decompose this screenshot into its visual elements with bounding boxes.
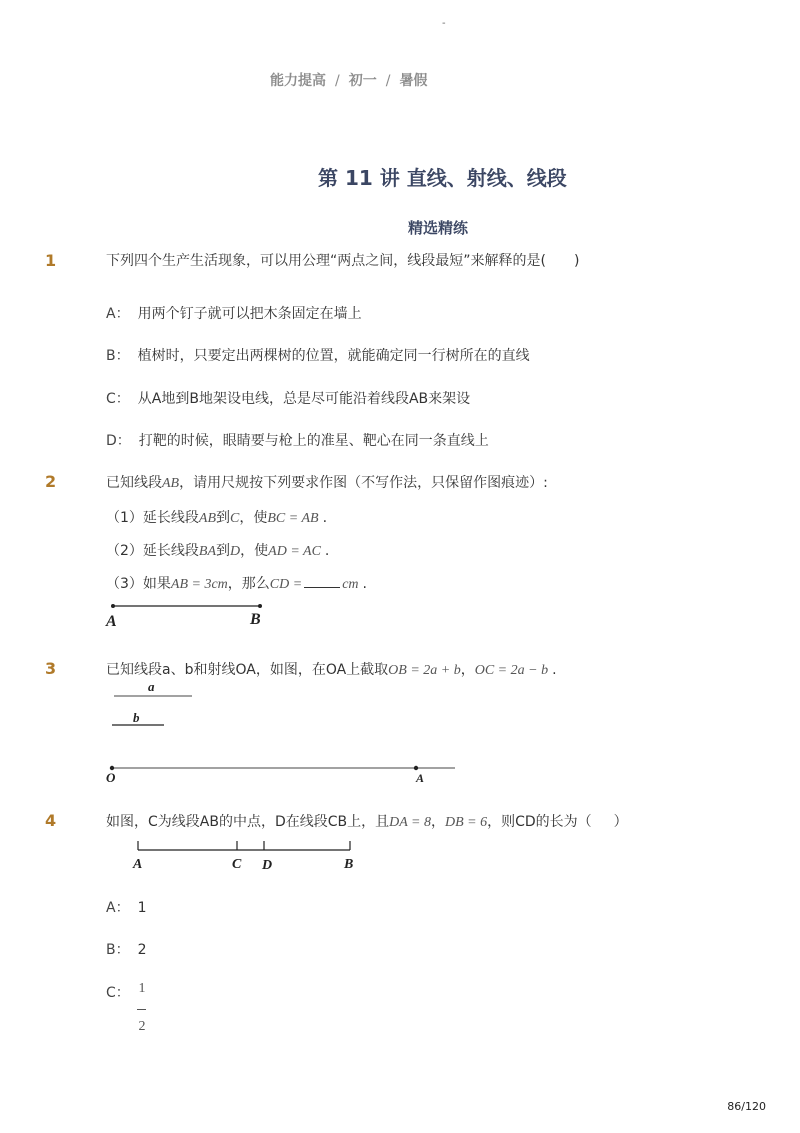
page-number: 86/120 bbox=[727, 1100, 766, 1113]
question-2-part-3 bbox=[106, 573, 367, 593]
fraction-bar bbox=[137, 1009, 146, 1010]
question-4-option-b[interactable] bbox=[106, 939, 147, 959]
label-a: A bbox=[133, 857, 143, 872]
question-2-figure bbox=[100, 598, 280, 632]
text: （3）如果 bbox=[106, 576, 171, 592]
text: ） bbox=[613, 814, 628, 830]
section-subtitle: 精选精练 bbox=[408, 219, 469, 237]
math-equation: AB = 3cm bbox=[170, 577, 228, 592]
math: BA bbox=[198, 544, 217, 559]
answer-blank[interactable] bbox=[304, 587, 340, 588]
fraction-numerator: 1 bbox=[138, 981, 146, 996]
text: ，那么 bbox=[227, 576, 270, 592]
text: ， bbox=[460, 662, 475, 678]
crumb-3: 暑假 bbox=[399, 73, 428, 89]
option-label: C： bbox=[106, 985, 130, 1001]
question-4-text bbox=[106, 811, 628, 831]
question-1-close: ) bbox=[573, 253, 580, 269]
text: ，请用尺规按下列要求作图（不写作法，只保留作图痕迹）: bbox=[179, 475, 548, 491]
math-equation: BC = AB bbox=[267, 511, 319, 526]
text: . bbox=[322, 510, 328, 526]
label-d: D bbox=[262, 858, 273, 873]
breadcrumb bbox=[270, 70, 427, 90]
math: D bbox=[230, 544, 241, 559]
text: ，则CD的长为（ bbox=[487, 814, 592, 830]
math-unit: cm bbox=[342, 577, 359, 592]
text: ， bbox=[430, 814, 445, 830]
label-b-segment: b bbox=[133, 710, 140, 725]
math: C bbox=[230, 511, 240, 526]
point-b bbox=[258, 604, 262, 608]
question-3-figure bbox=[100, 678, 470, 788]
question-1-option-b[interactable] bbox=[106, 345, 530, 365]
text: （2）延长线段 bbox=[106, 543, 199, 559]
question-4-option-a[interactable] bbox=[106, 897, 147, 917]
label-b: B bbox=[344, 857, 354, 872]
text: ，使 bbox=[240, 543, 269, 559]
math-equation: DB = 6 bbox=[444, 815, 488, 830]
point-a bbox=[414, 766, 418, 770]
crumb-2: 初一 bbox=[348, 73, 377, 89]
text: （1）延长线段 bbox=[106, 510, 199, 526]
math: AB bbox=[198, 511, 217, 526]
option-label: B： bbox=[106, 942, 130, 958]
math-equation: DA = 8 bbox=[389, 815, 431, 830]
math-ab: AB bbox=[162, 476, 180, 491]
crumb-1: 能力提高 bbox=[270, 73, 326, 89]
point-a bbox=[111, 604, 115, 608]
option-label: A： bbox=[106, 900, 130, 916]
label-o: O bbox=[106, 770, 116, 785]
question-1-option-d[interactable] bbox=[106, 430, 489, 450]
question-1-number: 1 bbox=[45, 251, 57, 270]
page-title: 第 11 讲 直线、射线、线段 bbox=[318, 166, 567, 190]
label-b: B bbox=[250, 611, 261, 628]
option-label: B： bbox=[106, 348, 130, 364]
question-4-option-c[interactable] bbox=[106, 982, 138, 1002]
question-1-option-c[interactable] bbox=[106, 388, 470, 408]
crumb-separator: / bbox=[335, 73, 340, 89]
math-equation: OC = 2a − b bbox=[474, 663, 549, 678]
question-1-option-a[interactable] bbox=[106, 303, 362, 323]
option-text: 打靶的时候，眼睛要与枪上的准星、靶心在同一条直线上 bbox=[138, 433, 489, 449]
text: 已知线段a、b和射线OA，如图，在OA上截取 bbox=[106, 662, 389, 678]
option-text: 2 bbox=[137, 942, 147, 958]
label-a: A bbox=[106, 613, 117, 630]
option-label: A： bbox=[106, 306, 130, 322]
math: CD = bbox=[269, 577, 303, 592]
label-a: A bbox=[416, 771, 425, 785]
question-4-figure bbox=[128, 836, 368, 876]
text: . bbox=[552, 662, 557, 678]
question-2-number: 2 bbox=[45, 472, 57, 491]
fraction-denominator: 2 bbox=[138, 1019, 146, 1034]
question-1-stem: 下列四个生产生活现象，可以用公理“两点之间，线段最短”来解释的是( bbox=[106, 253, 546, 269]
question-3-number: 3 bbox=[45, 659, 57, 678]
text: 到 bbox=[216, 543, 231, 559]
math-equation: OB = 2a + b bbox=[388, 663, 461, 678]
text: . bbox=[324, 543, 330, 559]
option-text: 植树时，只要定出两棵树的位置，就能确定同一行树所在的直线 bbox=[137, 348, 530, 364]
text: ，使 bbox=[239, 510, 268, 526]
label-a-segment: a bbox=[148, 679, 155, 694]
crumb-separator: / bbox=[385, 73, 391, 89]
question-3-text bbox=[106, 659, 557, 679]
text: 已知线段 bbox=[106, 475, 162, 491]
question-2-intro bbox=[106, 472, 548, 492]
question-2-part-1 bbox=[106, 507, 327, 527]
label-c: C bbox=[232, 857, 242, 872]
option-text: 从A地到B地架设电线，总是尽可能沿着线段AB来架设 bbox=[137, 391, 471, 407]
question-2-part-2 bbox=[106, 540, 329, 560]
text: 如图，C为线段AB的中点，D在线段CB上，且 bbox=[106, 814, 390, 830]
text: . bbox=[362, 576, 367, 592]
header-dash: - bbox=[442, 18, 446, 29]
question-1-text bbox=[106, 250, 579, 270]
text: 到 bbox=[216, 510, 231, 526]
option-label: D： bbox=[106, 433, 131, 449]
option-text: 1 bbox=[137, 900, 147, 916]
math-equation: AD = AC bbox=[268, 544, 321, 559]
option-label: C： bbox=[106, 391, 130, 407]
option-text: 用两个钉子就可以把木条固定在墙上 bbox=[137, 306, 362, 322]
question-4-number: 4 bbox=[45, 811, 57, 830]
